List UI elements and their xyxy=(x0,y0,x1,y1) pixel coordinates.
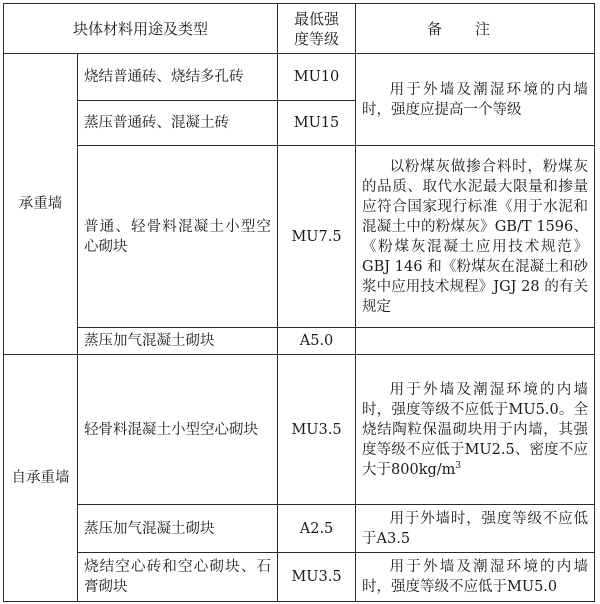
type-cell: 蒸压普通砖、混凝土砖 xyxy=(78,101,278,146)
category-load-bearing: 承重墙 xyxy=(4,54,78,355)
table-row xyxy=(4,146,595,328)
table-row xyxy=(4,355,595,505)
grade-cell: MU7.5 xyxy=(278,146,356,328)
table-row xyxy=(4,328,595,355)
note-cell: 用于外墙及潮湿环境的内墙时，强度应提高一个等级 xyxy=(356,54,595,146)
type-cell: 普通、轻骨料混凝土小型空心砌块 xyxy=(78,146,278,328)
note-cell: 用于外墙时，强度等级不应低于A3.5 xyxy=(356,505,595,553)
grade-cell: MU10 xyxy=(278,54,356,101)
note-cell xyxy=(356,328,595,355)
grade-cell: MU3.5 xyxy=(278,553,356,602)
type-cell: 蒸压加气混凝土砌块 xyxy=(78,505,278,553)
table-row xyxy=(4,54,595,101)
note-text: 用于外墙及潮湿环境的内墙时，强度等级不应低于MU5.0。全烧结陶粒保温砌块用于内墙，其强度等级不应低于MU2.5、密度不应大于800kg/m xyxy=(362,381,588,478)
grade-cell: MU3.5 xyxy=(278,355,356,505)
grade-cell: A2.5 xyxy=(278,505,356,553)
table-header-row xyxy=(4,4,595,54)
grade-cell: A5.0 xyxy=(278,328,356,355)
type-cell: 烧结空心砖和空心砌块、石膏砌块 xyxy=(78,553,278,602)
table-row xyxy=(4,505,595,553)
header-grade-line2: 度等级 xyxy=(294,29,340,48)
header-grade xyxy=(278,4,356,54)
type-cell: 烧结普通砖、烧结多孔砖 xyxy=(78,54,278,101)
header-note xyxy=(356,4,595,54)
table-row xyxy=(4,553,595,602)
header-grade-line1: 最低强 xyxy=(294,9,340,28)
note-cell: 用于外墙及潮湿环境的内墙时，强度等级不应低于MU5.0 xyxy=(356,553,595,602)
type-cell: 蒸压加气混凝土砌块 xyxy=(78,328,278,355)
superscript: 3 xyxy=(455,460,462,471)
note-cell: 以粉煤灰做掺合料时，粉煤灰的品质、取代水泥最大限量和掺量应符合国家现行标准《用于水泥和混凝土中的粉煤灰》GB/T 1596、《粉煤灰混凝土应用技术规范》GBJ 146 和《粉煤灰在混凝土和砂浆中应用技术规程》JGJ 28 的有关规定 xyxy=(356,146,595,328)
category-self-bearing: 自承重墙 xyxy=(4,355,78,602)
material-strength-table xyxy=(3,3,595,602)
grade-cell: MU15 xyxy=(278,101,356,146)
header-note-text: 备注 xyxy=(427,19,524,38)
header-type: 块体材料用途及类型 xyxy=(4,4,278,54)
type-cell: 轻骨料混凝土小型空心砌块 xyxy=(78,355,278,505)
note-cell xyxy=(356,355,595,505)
